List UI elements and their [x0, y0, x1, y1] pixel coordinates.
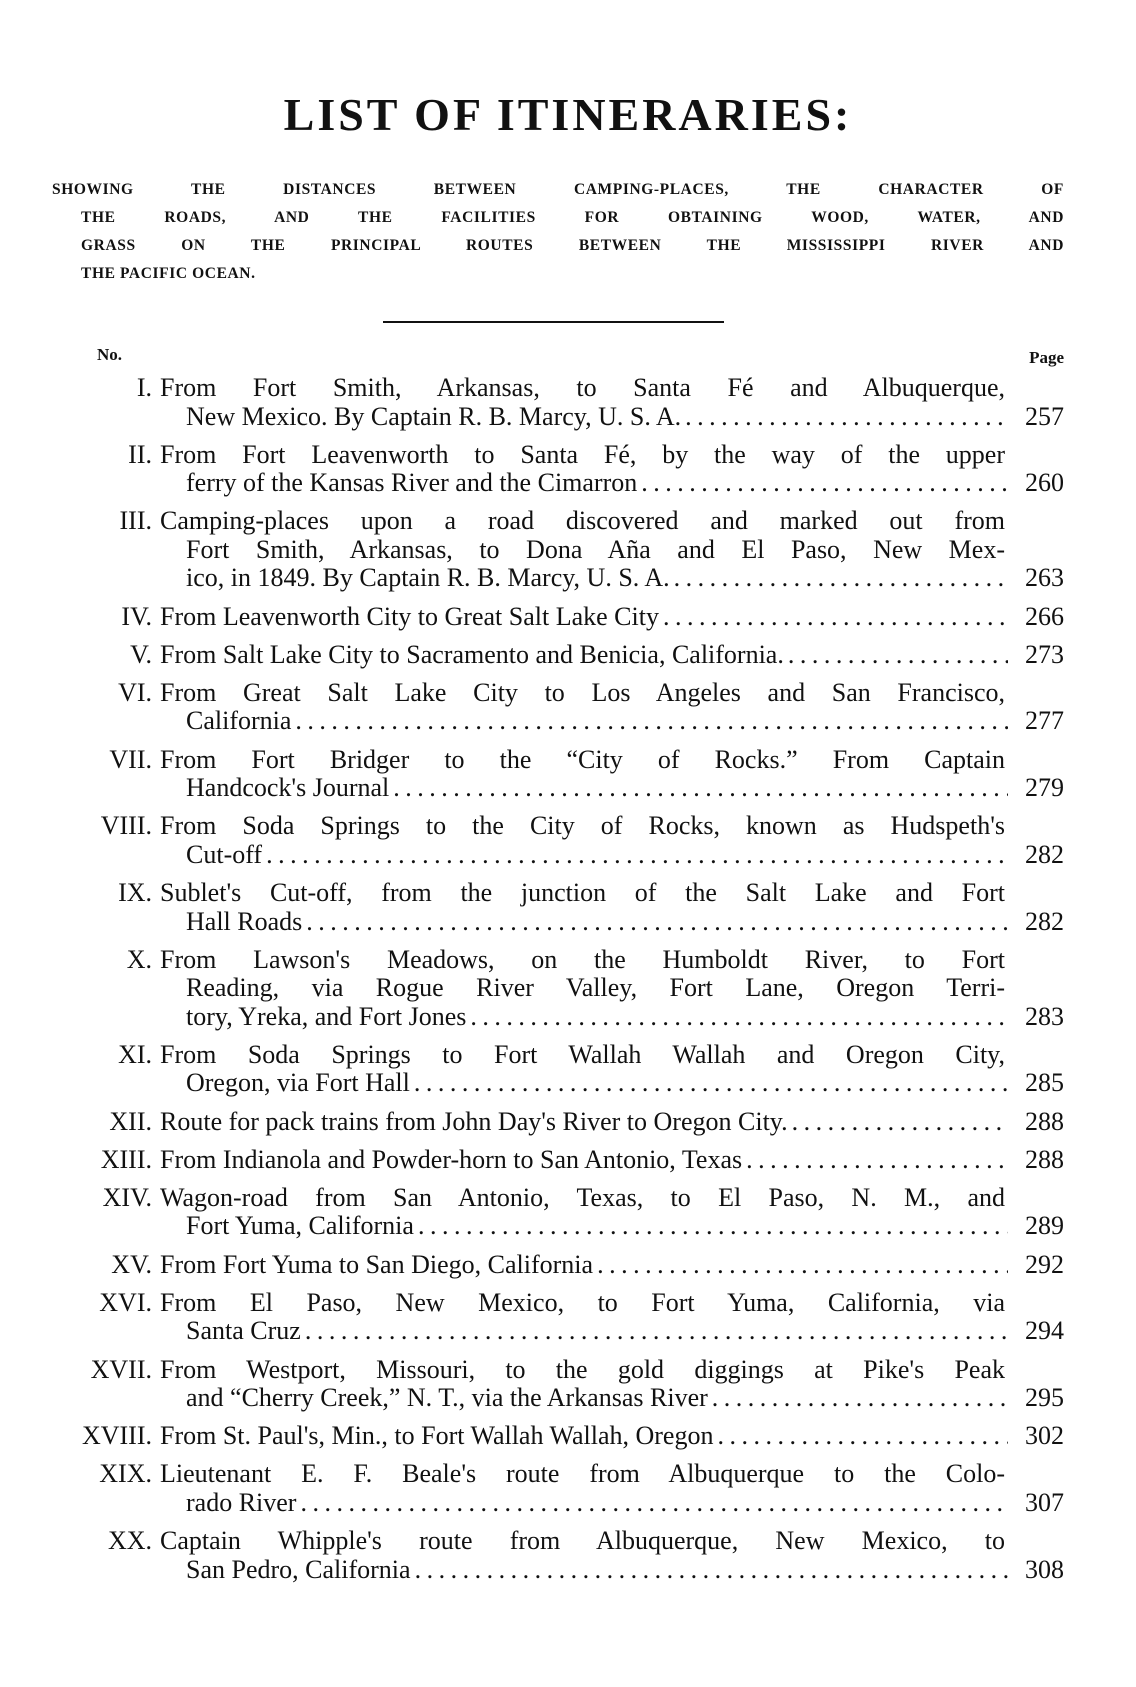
itinerary-last-line	[186, 841, 1064, 870]
page-number: 292	[1025, 1249, 1064, 1279]
itinerary-line: From St. Paul's, Min., to Fort Wallah Wallah, Oregon	[160, 1421, 714, 1451]
dot-leader	[788, 641, 1008, 670]
page-number: 288	[1025, 1144, 1064, 1174]
itinerary-last-line	[186, 469, 1064, 498]
itinerary-last-line	[186, 1384, 1064, 1413]
itinerary-line: Fort Yuma, California	[186, 1211, 414, 1241]
list-item	[40, 1289, 1064, 1346]
list-item	[40, 1146, 1064, 1175]
itinerary-list	[40, 374, 1064, 1594]
itinerary-number: XI.	[118, 1039, 152, 1069]
itinerary-last-line	[186, 1317, 1064, 1346]
itinerary-number: XIII.	[100, 1144, 152, 1174]
page-number: 260	[1025, 468, 1064, 498]
itinerary-number: XX.	[107, 1526, 152, 1556]
itinerary-text	[160, 879, 1064, 936]
itinerary-line: Wagon-road from San Antonio, Texas, to El Paso, N. M., and	[160, 1182, 1005, 1212]
column-header-no: No.	[97, 345, 123, 364]
subtitle-line: GRASS ON THE PRINCIPAL ROUTES BETWEEN THE MISSISSIPPI RIVER AND	[81, 237, 1064, 254]
itinerary-line: San Pedro, California	[186, 1554, 411, 1584]
itinerary-line: From Fort Smith, Arkansas, to Santa Fé and Albuquerque,	[160, 373, 1005, 402]
itinerary-text	[160, 1146, 1064, 1175]
itinerary-line: From Salt Lake City to Sacramento and Benicia, California.	[160, 639, 784, 669]
itinerary-last-line	[186, 1212, 1064, 1241]
itinerary-line: From El Paso, New Mexico, to Fort Yuma, California, via	[160, 1287, 1005, 1317]
itinerary-text	[160, 1108, 1064, 1137]
page-number: 289	[1025, 1211, 1064, 1241]
list-item	[40, 441, 1064, 498]
list-item	[40, 1108, 1064, 1137]
dot-leader	[393, 774, 1008, 803]
page-number: 295	[1025, 1383, 1064, 1412]
itinerary-number: IX.	[118, 878, 152, 907]
dot-leader	[306, 908, 1008, 937]
itinerary-last-line	[186, 1556, 1064, 1585]
itinerary-number: VIII.	[100, 811, 152, 841]
subtitle-line: THE ROADS, AND THE FACILITIES FOR OBTAINING WOOD, WATER, AND	[81, 209, 1064, 226]
list-item	[40, 603, 1064, 632]
itinerary-last-line	[160, 603, 1064, 632]
subtitle	[52, 176, 1064, 288]
itinerary-last-line	[186, 1003, 1064, 1032]
itinerary-last-line	[186, 707, 1064, 736]
list-item	[40, 1184, 1064, 1241]
itinerary-number: XV.	[111, 1249, 152, 1279]
itinerary-number: VII.	[109, 744, 152, 774]
itinerary-line: From Leavenworth City to Great Salt Lake City	[160, 601, 659, 631]
itinerary-last-line	[160, 641, 1064, 670]
itinerary-number: IV.	[121, 601, 152, 631]
dot-leader	[641, 469, 1008, 498]
page-number: 294	[1025, 1316, 1064, 1346]
itinerary-text	[160, 1184, 1064, 1241]
page-title: LIST OF ITINERARIES:	[283, 89, 853, 140]
subtitle-line: SHOWING THE DISTANCES BETWEEN CAMPING-PLACES, THE CHARACTER OF	[52, 181, 1064, 198]
itinerary-number: XVII.	[90, 1354, 152, 1384]
page-number: 282	[1025, 906, 1064, 936]
itinerary-number: II.	[128, 439, 152, 469]
itinerary-line: Camping-places upon a road discovered and marked out from	[160, 506, 1005, 536]
dot-leader	[717, 1422, 1008, 1451]
itinerary-line: Santa Cruz	[186, 1316, 301, 1346]
itinerary-line: ico, in 1849. By Captain R. B. Marcy, U. S. A.	[186, 563, 670, 593]
itinerary-last-line	[186, 908, 1064, 937]
list-item	[40, 1041, 1064, 1098]
dot-leader	[712, 1384, 1008, 1413]
itinerary-line: From Westport, Missouri, to the gold diggings at Pike's Peak	[160, 1354, 1005, 1384]
itinerary-line: California	[186, 706, 292, 736]
itinerary-number: XIX.	[99, 1459, 152, 1489]
page-number: 279	[1025, 773, 1064, 803]
page-number: 273	[1025, 639, 1064, 669]
itinerary-text	[160, 1356, 1064, 1413]
itinerary-text	[160, 746, 1064, 803]
itinerary-last-line	[186, 774, 1064, 803]
page-number: 285	[1025, 1068, 1064, 1098]
itinerary-line: From Soda Springs to the City of Rocks, known as Hudspeth's	[160, 811, 1005, 841]
page-number: 288	[1025, 1106, 1064, 1136]
column-header-page: Page	[1029, 348, 1064, 367]
itinerary-last-line	[160, 1108, 1064, 1137]
itinerary-text	[160, 812, 1064, 869]
page-number: 283	[1025, 1001, 1064, 1031]
itinerary-number: VI.	[118, 677, 152, 707]
itinerary-number: V.	[130, 639, 152, 669]
itinerary-number: III.	[119, 506, 152, 536]
itinerary-line: Hall Roads	[186, 906, 303, 936]
list-item	[40, 641, 1064, 670]
itinerary-last-line	[160, 1251, 1064, 1280]
itinerary-line: From Lawson's Meadows, on the Humboldt River, to Fort	[160, 944, 1005, 974]
itinerary-text	[160, 1289, 1064, 1346]
itinerary-line: Lieutenant E. F. Beale's route from Albuquerque to the Colo-	[160, 1459, 1005, 1489]
itinerary-last-line	[186, 564, 1064, 593]
dot-leader	[305, 1317, 1008, 1346]
itinerary-line: From Fort Leavenworth to Santa Fé, by the way of the upper	[160, 439, 1005, 469]
page-number: 266	[1025, 601, 1064, 631]
list-item	[40, 1527, 1064, 1584]
itinerary-line: tory, Yreka, and Fort Jones	[186, 1001, 467, 1031]
dot-leader	[470, 1003, 1008, 1032]
itinerary-text	[160, 441, 1064, 498]
itinerary-last-line	[160, 1146, 1064, 1175]
itinerary-last-line	[160, 1422, 1064, 1451]
itinerary-number: I.	[136, 373, 152, 402]
dot-leader	[674, 564, 1008, 593]
itinerary-line: Fort Smith, Arkansas, to Dona Aña and El Paso, New Mex-	[186, 534, 1005, 564]
dot-leader	[663, 603, 1008, 632]
itinerary-text	[160, 946, 1064, 1032]
list-item	[40, 1251, 1064, 1280]
list-item	[40, 946, 1064, 1032]
subtitle-line: THE PACIFIC OCEAN.	[81, 265, 256, 282]
list-item	[40, 374, 1064, 431]
itinerary-number: XVI.	[99, 1287, 152, 1317]
itinerary-line: New Mexico. By Captain R. B. Marcy, U. S. A.	[186, 401, 682, 431]
dot-leader	[295, 707, 1008, 736]
itinerary-line: From Soda Springs to Fort Wallah Wallah and Oregon City,	[160, 1039, 1005, 1069]
itinerary-last-line	[186, 403, 1064, 432]
itinerary-text	[160, 1460, 1064, 1517]
itinerary-last-line	[186, 1489, 1064, 1518]
page-number: 277	[1025, 706, 1064, 736]
list-item	[40, 679, 1064, 736]
dot-leader	[414, 1069, 1008, 1098]
itinerary-text	[160, 603, 1064, 632]
itinerary-text	[160, 1041, 1064, 1098]
itinerary-line: From Fort Bridger to the “City of Rocks.” From Captain	[160, 744, 1005, 774]
itinerary-number: XII.	[109, 1106, 152, 1136]
itinerary-line: Sublet's Cut-off, from the junction of the Salt Lake and Fort	[160, 878, 1005, 907]
page-number: 263	[1025, 563, 1064, 593]
dot-leader	[300, 1489, 1008, 1518]
list-item	[40, 1356, 1064, 1413]
dot-leader	[266, 841, 1008, 870]
itinerary-line: Cut-off	[186, 839, 263, 869]
list-item	[40, 1422, 1064, 1451]
itinerary-line: From Great Salt Lake City to Los Angeles and San Francisco,	[160, 677, 1005, 707]
itinerary-last-line	[186, 1069, 1064, 1098]
dot-leader	[746, 1146, 1008, 1175]
itinerary-line: Reading, via Rogue River Valley, Fort Lane, Oregon Terri-	[186, 973, 1005, 1003]
dot-leader	[415, 1556, 1008, 1585]
page-number: 302	[1025, 1421, 1064, 1451]
list-item	[40, 507, 1064, 593]
dot-leader	[418, 1212, 1008, 1241]
itinerary-text	[160, 1527, 1064, 1584]
itinerary-number: XVIII.	[81, 1421, 152, 1451]
list-item	[40, 746, 1064, 803]
dot-leader	[792, 1108, 1008, 1137]
itinerary-line: Captain Whipple's route from Albuquerque, New Mexico, to	[160, 1526, 1005, 1556]
itinerary-text	[160, 679, 1064, 736]
itinerary-number: XIV.	[102, 1182, 152, 1212]
divider-rule	[383, 321, 724, 323]
dot-leader	[597, 1251, 1008, 1280]
itinerary-line: From Fort Yuma to San Diego, California	[160, 1249, 594, 1279]
itinerary-line: ferry of the Kansas River and the Cimarron	[186, 468, 638, 498]
itinerary-line: From Indianola and Powder-horn to San Antonio, Texas	[160, 1144, 743, 1174]
itinerary-number: X.	[126, 944, 152, 974]
list-item	[40, 879, 1064, 936]
itinerary-line: Oregon, via Fort Hall	[186, 1068, 410, 1098]
itinerary-text	[160, 374, 1064, 431]
dot-leader	[685, 403, 1008, 432]
itinerary-text	[160, 641, 1064, 670]
itinerary-text	[160, 507, 1064, 593]
itinerary-line: Handcock's Journal	[186, 773, 390, 803]
itinerary-line: and “Cherry Creek,” N. T., via the Arkansas River	[186, 1383, 708, 1412]
page-number: 307	[1025, 1487, 1064, 1517]
itinerary-line: Route for pack trains from John Day's River to Oregon City.	[160, 1106, 788, 1136]
list-item	[40, 1460, 1064, 1517]
page-number: 257	[1025, 401, 1064, 431]
page-number: 282	[1025, 839, 1064, 869]
page-number: 308	[1025, 1554, 1064, 1584]
itinerary-text	[160, 1251, 1064, 1280]
itinerary-line: rado River	[186, 1487, 297, 1517]
list-item	[40, 812, 1064, 869]
itinerary-text	[160, 1422, 1064, 1451]
